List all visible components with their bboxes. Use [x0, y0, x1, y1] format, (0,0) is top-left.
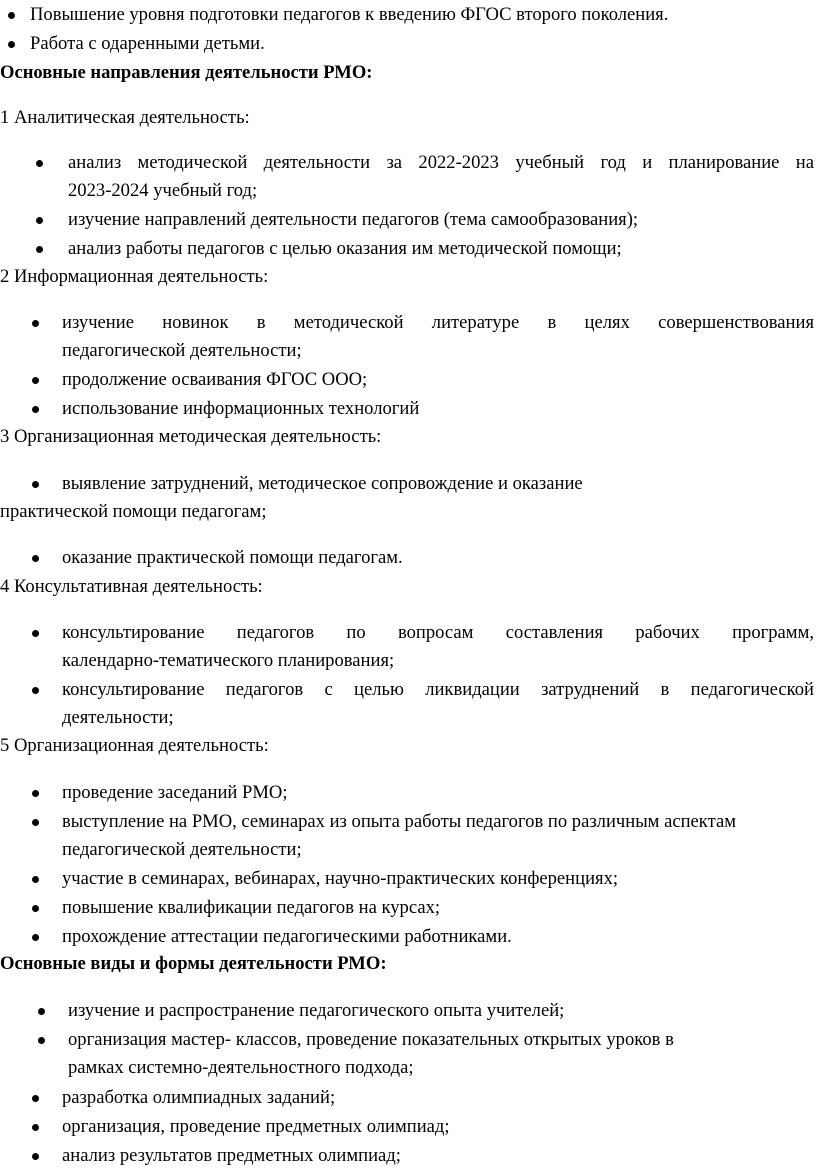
section-1-item-3: анализ работы педагогов с целью оказания им методической помощи;: [68, 238, 622, 259]
bullet-icon: [36, 246, 43, 253]
section-4-item-2: консультирование педагогов с целью ликвидации затруднений в педагогической: [62, 679, 814, 700]
bullet-icon: [36, 217, 43, 224]
bullet-icon: [38, 1037, 45, 1044]
section-2-item-1-cont: педагогической деятельности;: [62, 340, 302, 361]
forms-item-4: организация, проведение предметных олимпиад;: [62, 1116, 450, 1137]
bullet-icon: [32, 934, 39, 941]
section-2-title: 2 Информационная деятельность:: [0, 266, 269, 287]
bullet-icon: [38, 1008, 45, 1015]
forms-item-3: разработка олимпиадных заданий;: [62, 1087, 336, 1108]
section-4-title: 4 Консультативная деятельность:: [0, 576, 263, 597]
section-1-item-1: анализ методической деятельности за 2022-2023 учебный год и планирование на: [68, 152, 814, 173]
section-5-item-2: выступление на РМО, семинарах из опыта работы педагогов по различным аспектам: [62, 811, 736, 832]
forms-item-1: изучение и распространение педагогического опыта учителей;: [68, 1000, 565, 1021]
bullet-icon: [32, 1124, 39, 1131]
section-5-item-3: участие в семинарах, вебинарах, научно-практических конференциях;: [62, 868, 619, 889]
bullet-icon: [32, 630, 39, 637]
section-2-item-3: использование информационных технологий: [62, 398, 420, 419]
forms-item-2: организация мастер- классов, проведение показательных открытых уроков в: [68, 1029, 674, 1050]
bullet-icon: [32, 377, 39, 384]
bullet-icon: [32, 406, 39, 413]
bullet-icon: [32, 790, 39, 797]
section-5-title: 5 Организационная деятельность:: [0, 735, 269, 756]
section-3-item-2: оказание практической помощи педагогам.: [62, 547, 403, 568]
bullet-icon: [32, 1095, 39, 1102]
bullet-icon: [8, 41, 15, 48]
section-2-item-2: продолжение осваивания ФГОС ООО;: [62, 369, 368, 390]
forms-item-5: анализ результатов предметных олимпиад;: [62, 1145, 401, 1166]
bullet-icon: [32, 876, 39, 883]
forms-item-2-cont: рамках системно-деятельностного подхода;: [68, 1057, 414, 1078]
bullet-icon: [32, 555, 39, 562]
section-4-item-1-cont: календарно-тематического планирования;: [62, 650, 395, 671]
bullet-icon: [36, 160, 43, 167]
bullet-icon: [32, 819, 39, 826]
bullet-icon: [32, 320, 39, 327]
section-1-title: 1 Аналитическая деятельность:: [0, 107, 250, 128]
bullet-icon: [32, 687, 39, 694]
section-5-item-1: проведение заседаний РМО;: [62, 782, 288, 803]
bullet-icon: [32, 905, 39, 912]
section-2-item-1: изучение новинок в методической литературе в целях совершенствования: [62, 312, 814, 333]
intro-item-1: Повышение уровня подготовки педагогов к введению ФГОС второго поколения.: [30, 4, 669, 25]
intro-item-2: Работа с одаренными детьми.: [30, 33, 265, 54]
section-3-item-1: выявление затруднений, методическое сопровождение и оказание: [62, 473, 583, 494]
heading-forms: Основные виды и формы деятельности РМО:: [0, 953, 387, 974]
bullet-icon: [8, 12, 15, 19]
heading-directions: Основные направления деятельности РМО:: [0, 62, 373, 83]
section-4-item-1: консультирование педагогов по вопросам составления рабочих программ,: [62, 622, 814, 643]
bullet-icon: [32, 481, 39, 488]
section-4-item-2-cont: деятельности;: [62, 707, 174, 728]
section-1-item-2: изучение направлений деятельности педагогов (тема самообразования);: [68, 209, 639, 230]
section-5-item-5: прохождение аттестации педагогическими работниками.: [62, 926, 512, 947]
bullet-icon: [32, 1153, 39, 1160]
section-5-item-2-cont: педагогической деятельности;: [62, 839, 302, 860]
section-3-title: 3 Организационная методическая деятельность:: [0, 426, 382, 447]
section-1-item-1-cont: 2023-2024 учебный год;: [68, 180, 258, 201]
section-3-item-1-cont: практической помощи педагогам;: [0, 501, 267, 522]
section-5-item-4: повышение квалификации педагогов на курсах;: [62, 897, 441, 918]
